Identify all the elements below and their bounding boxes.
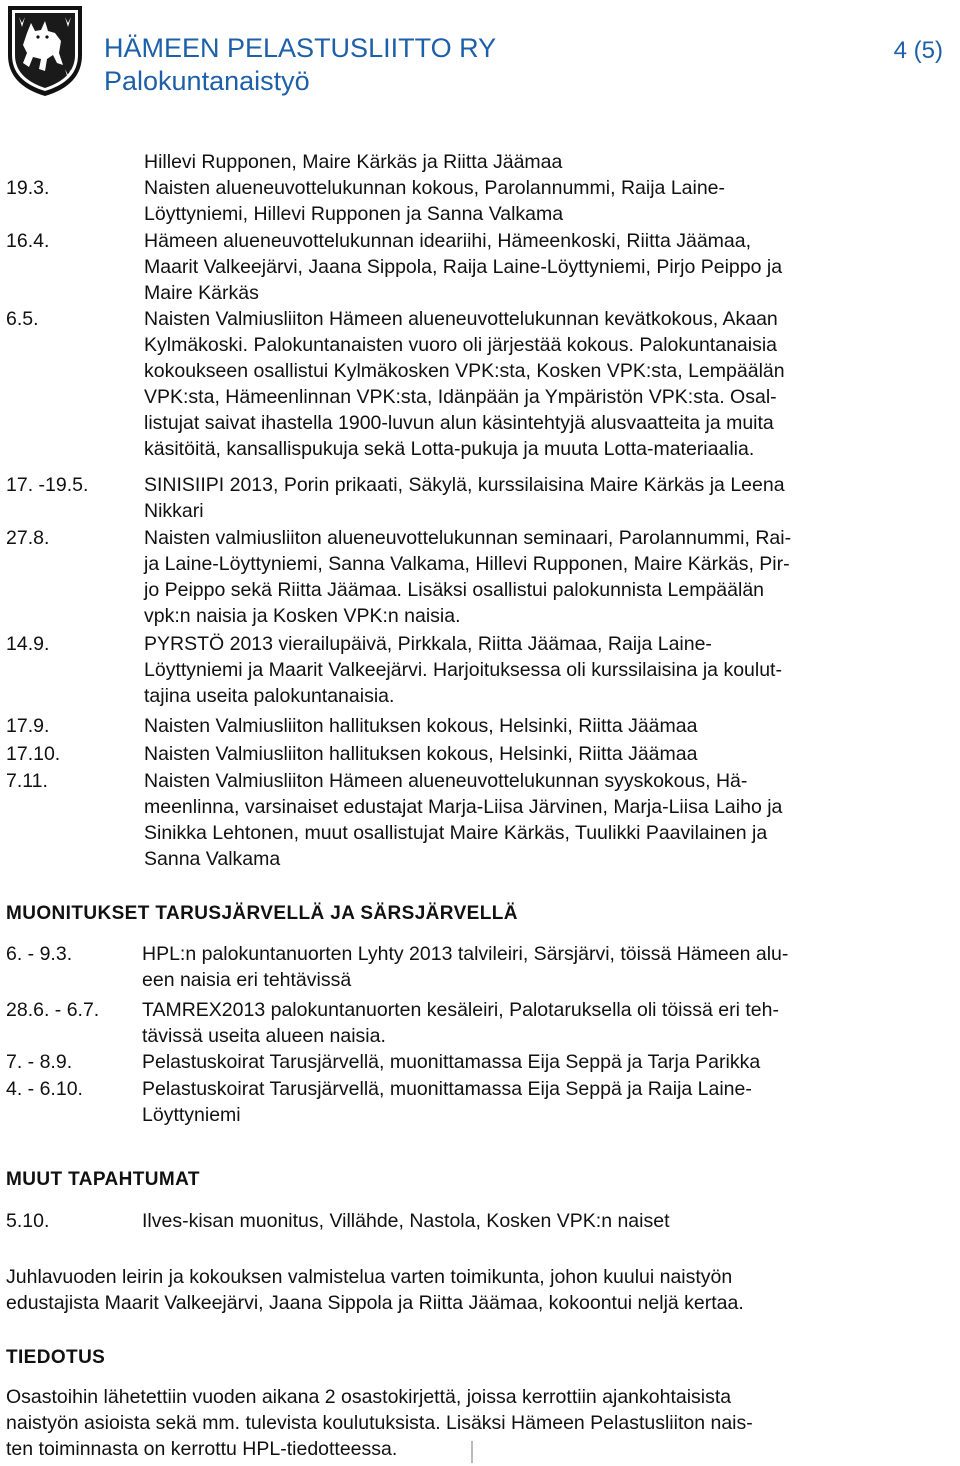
event-line: Hämeen alueneuvottelukunnan ideariihi, Hämeenkoski, Riitta Jäämaa, <box>144 230 752 252</box>
event-date: 4. - 6.10. <box>6 1078 83 1100</box>
event-date: 16.4. <box>6 230 50 252</box>
event-line: tävissä useita alueen naisia. <box>142 1025 386 1047</box>
event-line: Kylmäkoski. Palokuntanaisten vuoro oli järjestää kokous. Palokuntanaisia <box>144 334 778 356</box>
event-date: 7. - 8.9. <box>6 1051 73 1073</box>
paragraph-line: edustajista Maarit Valkeejärvi, Jaana Sippola ja Riitta Jäämaa, kokoontui neljä kertaa. <box>6 1292 744 1314</box>
event-line: Sanna Valkama <box>144 848 281 870</box>
event-line: Löyttyniemi ja Maarit Valkeejärvi. Harjoituksessa oli kurssilaisina ja koulut- <box>144 659 782 681</box>
event-line: jo Peippo sekä Riitta Jäämaa. Lisäksi osallistui palokunnista Lempäälän <box>144 579 765 601</box>
organization-name: HÄMEEN PELASTUSLIITTO RY <box>104 33 497 63</box>
event-line: TAMREX2013 palokuntanuorten kesäleiri, Palotaruksella oli töissä eri teh- <box>142 999 779 1021</box>
event-line: Nikkari <box>144 500 204 522</box>
event-line: Naisten Valmiusliiton Hämeen alueneuvottelukunnan syyskokous, Hä- <box>144 770 748 792</box>
event-date: 7.11. <box>6 770 48 792</box>
event-date: 17. -19.5. <box>6 474 89 496</box>
event-line: Hillevi Rupponen, Maire Kärkäs ja Riitta Jäämaa <box>144 151 563 173</box>
event-line: Naisten Valmiusliiton hallituksen kokous, Helsinki, Riitta Jäämaa <box>144 715 698 737</box>
event-line: Pelastuskoirat Tarusjärvellä, muonittamassa Eija Seppä ja Raija Laine- <box>142 1078 752 1100</box>
event-date: 27.8. <box>6 527 50 549</box>
event-line: Sinikka Lehtonen, muut osallistujat Maire Kärkäs, Tuulikki Paavilainen ja <box>144 822 768 844</box>
section-heading-muut-tapahtumat: MUUT TAPAHTUMAT <box>6 1169 200 1190</box>
event-line: Naisten alueneuvottelukunnan kokous, Parolannummi, Raija Laine- <box>144 177 726 199</box>
event-line: vpk:n naisia ja Kosken VPK:n naisia. <box>144 605 461 627</box>
page-number: 4 (5) <box>893 37 943 64</box>
event-line: Löyttyniemi, Hillevi Rupponen ja Sanna Valkama <box>144 203 564 225</box>
event-line: SINISIIPI 2013, Porin prikaati, Säkylä, kurssilaisina Maire Kärkäs ja Leena <box>144 474 785 496</box>
event-line: Maarit Valkeejärvi, Jaana Sippola, Raija Laine-Löyttyniemi, Pirjo Peippo ja <box>144 256 783 278</box>
coat-of-arms-lynx-logo <box>5 3 85 98</box>
event-line: meenlinna, varsinaiset edustajat Marja-Liisa Järvinen, Marja-Liisa Laiho ja <box>144 796 783 818</box>
event-line: käsitöitä, kansallispukuja sekä Lotta-pukuja ja muuta Lotta-materiaalia. <box>144 438 755 460</box>
event-date: 6.5. <box>6 308 39 330</box>
event-line: VPK:sta, Hämeenlinnan VPK:sta, Idänpään ja Ympäristön VPK:sta. Osal- <box>144 386 777 408</box>
paragraph-line: Juhlavuoden leirin ja kokouksen valmistelua varten toimikunta, johon kuului naistyön <box>6 1266 733 1288</box>
paragraph-line: ten toiminnasta on kerrottu HPL-tiedotteessa. <box>6 1438 398 1460</box>
event-line: tajina useita palokuntanaisia. <box>144 685 395 707</box>
event-line: een naisia eri tehtävissä <box>142 969 352 991</box>
event-line: Naisten valmiusliiton alueneuvottelukunnan seminaari, Parolannummi, Rai- <box>144 527 792 549</box>
event-date: 17.10. <box>6 743 61 765</box>
department-name: Palokuntanaistyö <box>104 66 310 96</box>
text-cursor <box>471 1441 473 1463</box>
event-date: 6. - 9.3. <box>6 943 73 965</box>
event-line: HPL:n palokuntanuorten Lyhty 2013 talvileiri, Särsjärvi, töissä Hämeen alu- <box>142 943 789 965</box>
paragraph-line: naistyön asioista sekä mm. tulevista koulutuksista. Lisäksi Hämeen Pelastusliiton nais- <box>6 1412 753 1434</box>
event-line: Löyttyniemi <box>142 1104 241 1126</box>
event-line: Naisten Valmiusliiton Hämeen alueneuvottelukunnan kevätkokous, Akaan <box>144 308 778 330</box>
section-heading-muonitukset: MUONITUKSET TARUSJÄRVELLÄ JA SÄRSJÄRVELLÄ <box>6 903 518 924</box>
event-line: kokoukseen osallistui Kylmäkosken VPK:sta, Kosken VPK:sta, Lempäälän <box>144 360 785 382</box>
event-date: 19.3. <box>6 177 50 199</box>
event-line: ja Laine-Löyttyniemi, Sanna Valkama, Hillevi Rupponen, Maire Kärkäs, Pir- <box>144 553 790 575</box>
event-date: 5.10. <box>6 1210 50 1232</box>
section-heading-tiedotus: TIEDOTUS <box>6 1347 106 1368</box>
event-line: Ilves-kisan muonitus, Villähde, Nastola, Kosken VPK:n naiset <box>142 1210 670 1232</box>
event-line: PYRSTÖ 2013 vierailupäivä, Pirkkala, Riitta Jäämaa, Raija Laine- <box>144 633 712 655</box>
event-line: Maire Kärkäs <box>144 282 259 304</box>
event-line: listujat saivat ihastella 1900-luvun alun käsintehtyjä alusvaatteita ja muita <box>144 412 774 434</box>
event-line: Naisten Valmiusliiton hallituksen kokous, Helsinki, Riitta Jäämaa <box>144 743 698 765</box>
paragraph-line: Osastoihin lähetettiin vuoden aikana 2 osastokirjettä, joissa kerrottiin ajankohtaisista <box>6 1386 732 1408</box>
event-date: 17.9. <box>6 715 50 737</box>
event-line: Pelastuskoirat Tarusjärvellä, muonittamassa Eija Seppä ja Tarja Parikka <box>142 1051 761 1073</box>
event-date: 14.9. <box>6 633 50 655</box>
event-date: 28.6. - 6.7. <box>6 999 100 1021</box>
